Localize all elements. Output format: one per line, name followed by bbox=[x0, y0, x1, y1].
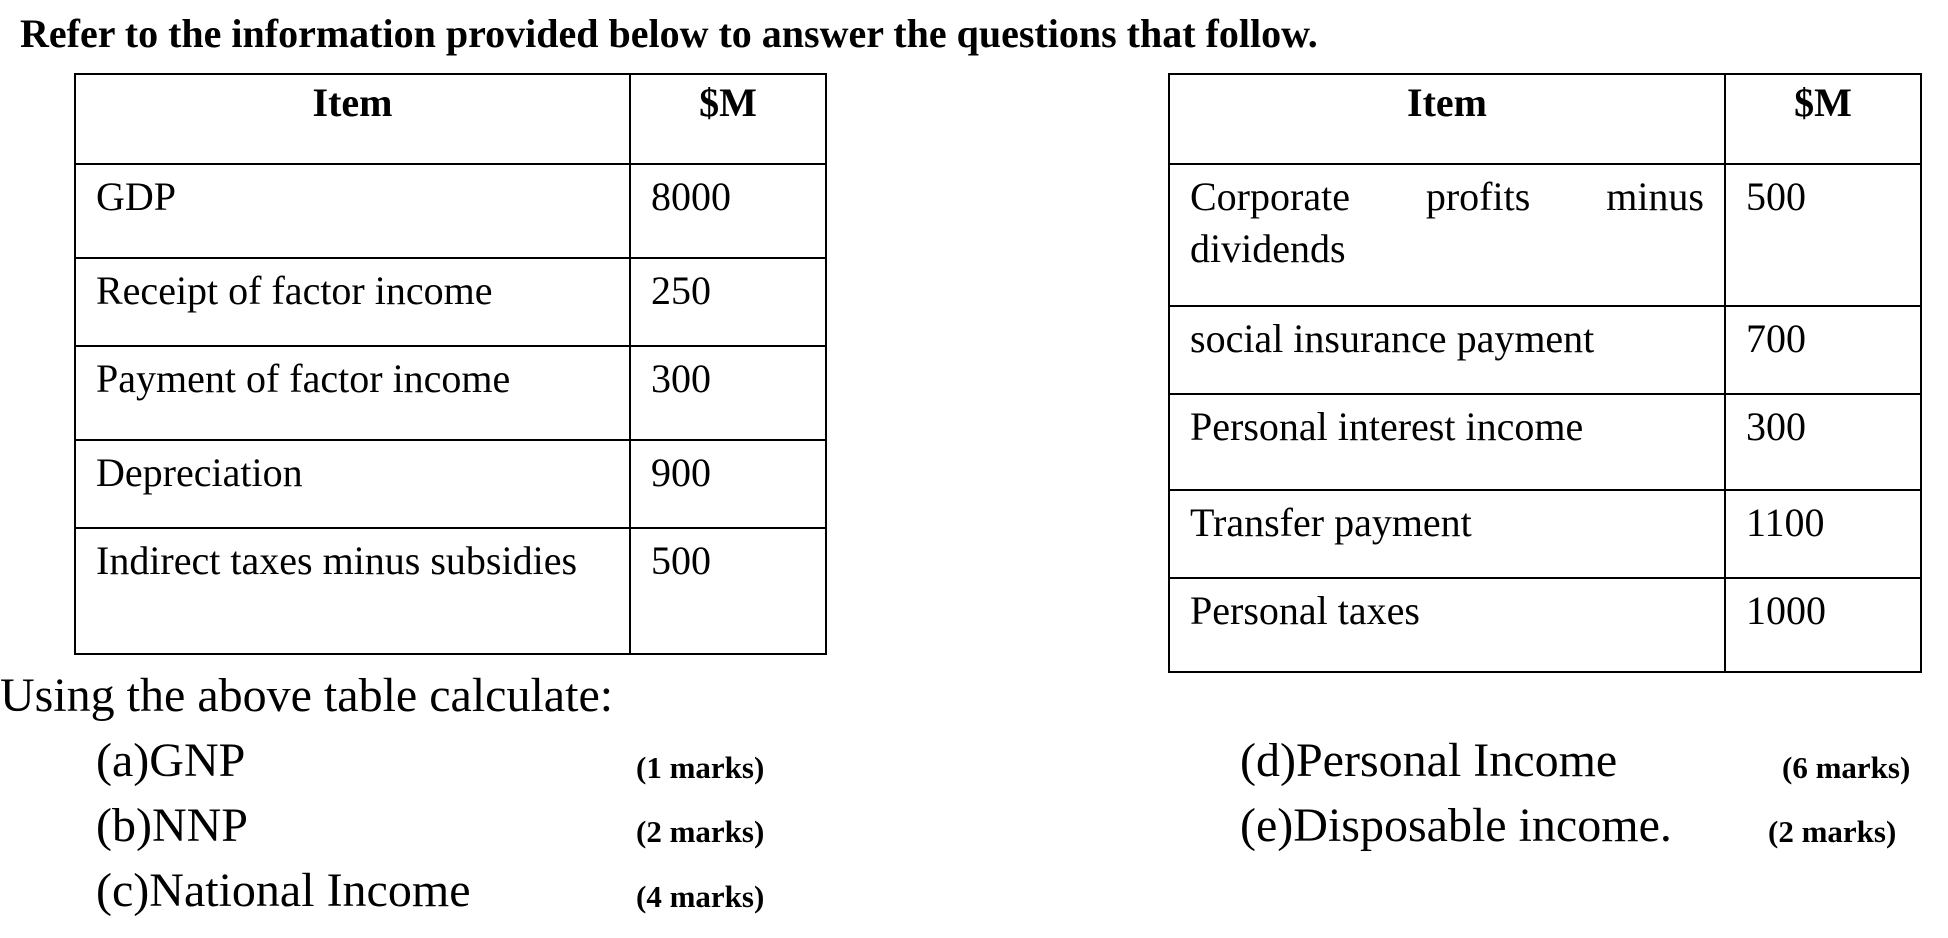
value-cell: 300 bbox=[1725, 394, 1921, 490]
value-cell: 1000 bbox=[1725, 578, 1921, 672]
column-header-item: Item bbox=[75, 74, 630, 164]
question-b-marks: (2 marks) bbox=[636, 814, 765, 849]
question-text: Disposable income. bbox=[1293, 799, 1672, 852]
item-cell: Depreciation bbox=[75, 440, 630, 528]
value-cell: 250 bbox=[630, 258, 826, 346]
item-cell: Corporate profits minus dividends bbox=[1169, 164, 1725, 306]
column-header-item: Item bbox=[1169, 74, 1725, 164]
question-a-marks: (1 marks) bbox=[636, 750, 765, 785]
calculation-instruction: Using the above table calculate: bbox=[0, 669, 614, 722]
question-c bbox=[96, 863, 471, 918]
question-text: Personal Income bbox=[1295, 734, 1618, 787]
table-row bbox=[75, 528, 826, 654]
question-c-marks: (4 marks) bbox=[636, 879, 765, 914]
question-e bbox=[1240, 798, 1672, 853]
table-row bbox=[75, 258, 826, 346]
question-letter: (c) bbox=[96, 864, 150, 917]
item-cell: Indirect taxes minus subsidies bbox=[75, 528, 630, 654]
table-header-row bbox=[1169, 74, 1921, 164]
item-cell: Personal interest income bbox=[1169, 394, 1725, 490]
right-data-table bbox=[1168, 73, 1922, 673]
question-text: GNP bbox=[149, 734, 246, 787]
question-letter: (a) bbox=[96, 734, 150, 787]
question-e-marks: (2 marks) bbox=[1768, 814, 1897, 849]
item-cell: GDP bbox=[75, 164, 630, 258]
table-row bbox=[1169, 164, 1921, 306]
table-row bbox=[1169, 578, 1921, 672]
value-cell: 8000 bbox=[630, 164, 826, 258]
table-row bbox=[75, 164, 826, 258]
value-cell: 700 bbox=[1725, 306, 1921, 394]
table-header-row bbox=[75, 74, 826, 164]
column-header-amount: $M bbox=[1725, 74, 1921, 164]
table-row bbox=[1169, 490, 1921, 578]
table-row bbox=[75, 440, 826, 528]
instructions-heading: Refer to the information provided below to answer the questions that follow. bbox=[20, 11, 1318, 56]
value-cell: 300 bbox=[630, 346, 826, 440]
question-text: National Income bbox=[149, 864, 471, 917]
item-cell: Transfer payment bbox=[1169, 490, 1725, 578]
question-d-marks: (6 marks) bbox=[1782, 750, 1911, 785]
value-cell: 1100 bbox=[1725, 490, 1921, 578]
table-row bbox=[1169, 306, 1921, 394]
item-cell: Payment of factor income bbox=[75, 346, 630, 440]
value-cell: 500 bbox=[630, 528, 826, 654]
column-header-amount: $M bbox=[630, 74, 826, 164]
question-letter: (b) bbox=[96, 799, 152, 852]
item-cell: Receipt of factor income bbox=[75, 258, 630, 346]
question-b bbox=[96, 798, 248, 853]
question-text: NNP bbox=[151, 799, 248, 852]
question-letter: (e) bbox=[1240, 799, 1294, 852]
value-cell: 500 bbox=[1725, 164, 1921, 306]
table-row bbox=[75, 346, 826, 440]
table-row bbox=[1169, 394, 1921, 490]
item-cell: social insurance payment bbox=[1169, 306, 1725, 394]
question-a bbox=[96, 733, 245, 788]
item-cell: Personal taxes bbox=[1169, 578, 1725, 672]
value-cell: 900 bbox=[630, 440, 826, 528]
left-data-table bbox=[74, 73, 827, 655]
question-letter: (d) bbox=[1240, 734, 1296, 787]
question-d bbox=[1240, 733, 1617, 788]
